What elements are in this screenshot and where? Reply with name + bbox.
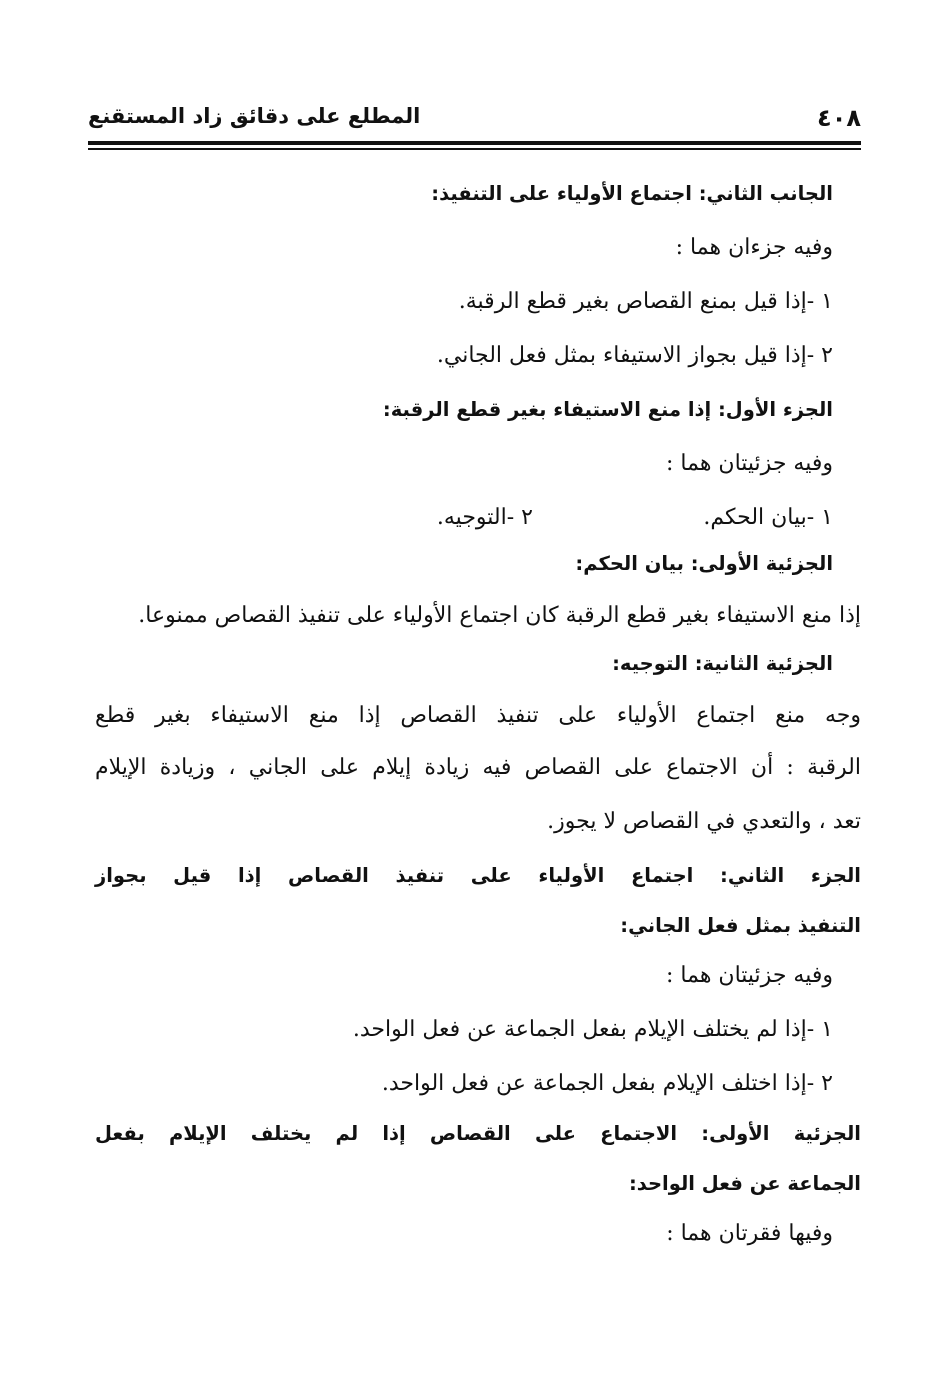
list-item: ١ -إذا لم يختلف الإيلام بفعل الجماعة عن فعل الواحد. [352, 1017, 833, 1042]
body-line: وفيه جزءان هما : [675, 235, 833, 260]
subsection-heading: الجزء الثاني: اجتماع الأولياء على تنفيذ القصاص إذا قيل بجواز [95, 864, 861, 887]
subsection-heading: التنفيذ بمثل فعل الجاني: [620, 914, 861, 937]
body-line: وفيه جزئيتان هما : [666, 451, 833, 476]
running-title: المطلع على دقائق زاد المستقنع [88, 104, 421, 128]
subsection-heading: الجزء الأول: إذا منع الاستيفاء بغير قطع الرقبة: [382, 398, 833, 421]
list-item: ١ -إذا قيل بمنع القصاص بغير قطع الرقبة. [458, 289, 833, 314]
body-line: الرقبة : أن الاجتماع على القصاص فيه زيادة إيلام على الجاني ، وزيادة الإيلام [95, 755, 861, 780]
body-line: وفيه جزئيتان هما : [666, 963, 833, 988]
page-number: ٤٠٨ [817, 104, 861, 132]
subsection-heading: الجزئية الثانية: التوجيه: [612, 652, 833, 675]
header-rule-thin [88, 148, 861, 150]
body-line: تعد ، والتعدي في القصاص لا يجوز. [547, 809, 861, 834]
two-column-list [95, 494, 833, 542]
subsection-heading: الجماعة عن فعل الواحد: [628, 1172, 861, 1195]
list-item: ٢ -التوجيه. [436, 505, 533, 530]
header-rule-thick [88, 141, 861, 145]
body-line: وفيها فقرتان هما : [666, 1221, 833, 1246]
subsection-heading: الجزئية الأولى: بيان الحكم: [575, 552, 833, 575]
section-heading: الجانب الثاني: اجتماع الأولياء على التنفيذ: [431, 182, 833, 205]
subsection-heading: الجزئية الأولى: الاجتماع على القصاص إذا لم يختلف الإيلام بفعل [95, 1122, 861, 1145]
body-line: وجه منع اجتماع الأولياء على تنفيذ القصاص إذا منع الاستيفاء بغير قطع [95, 703, 861, 728]
list-item: ١ -بيان الحكم. [703, 505, 833, 530]
list-item: ٢ -إذا قيل بجواز الاستيفاء بمثل فعل الجاني. [436, 343, 833, 368]
list-item: ٢ -إذا اختلف الإيلام بفعل الجماعة عن فعل الواحد. [381, 1071, 833, 1096]
body-line: إذا منع الاستيفاء بغير قطع الرقبة كان اجتماع الأولياء على تنفيذ القصاص ممنوعا. [138, 603, 861, 628]
page-header [88, 98, 861, 138]
